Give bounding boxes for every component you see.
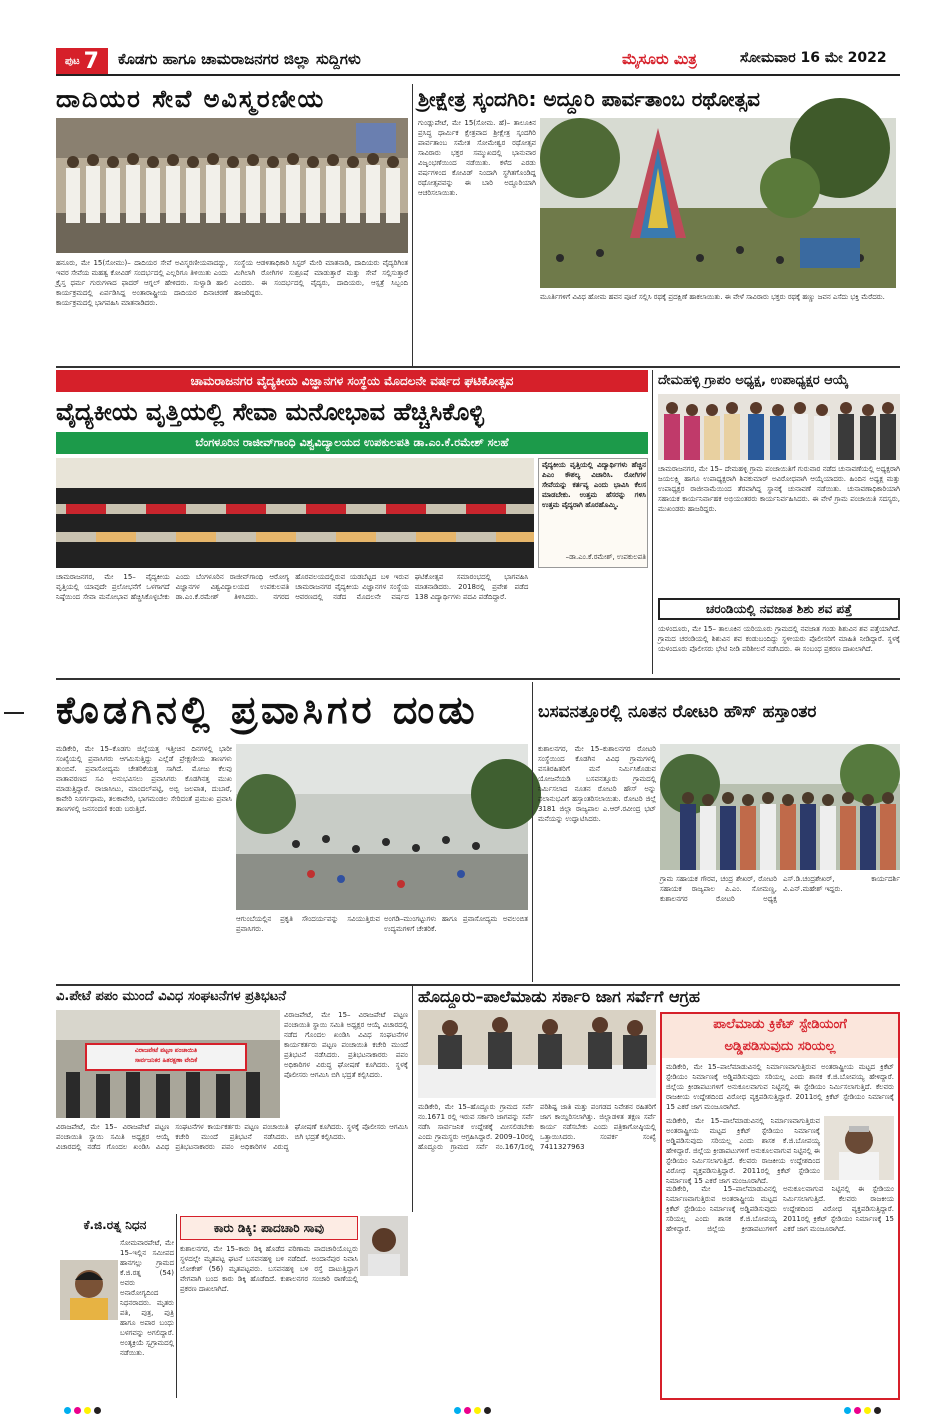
story3-quote: ವೈದ್ಯಕೀಯ ವೃತ್ತಿಯಲ್ಲಿ ವಿದ್ಯಾರ್ಥಿಗಳು ಹೆಚ್ಚಿನ ಪಿಎಂ ಕೌಶಲ್ಯ ವಿಚಾರಿಸಿ. ರೋಗಿಗಳ ಸೇವೆಯನ್ನು ಕರ್ತವ್ಯ ಎಂದು ಭಾವಿಸಿ ಕೆಲಸ ಮಾಡಬೇಕು. ಉತ್ತಮ ಹೆಸರನ್ನು ಗಳಿಸಿ ಉತ್ತಮ ವೈದ್ಯರಾಗಿ ಹೊರಹೊಮ್ಮಿ. [542, 461, 646, 509]
story10-body-b: ಮಡಿಕೇರಿ, ಮೇ 15–ಪಾಲೆಮಾಡುವಿನಲ್ಲಿ ನಿರ್ಮಾಣವಾಗುತ್ತಿರುವ ಅಂತರಾಷ್ಟ್ರೀಯ ಮಟ್ಟದ ಕ್ರಿಕೆಟ್ ಸ್ಟೇಡಿಯಂ ನಿರ್ಮಾಣಕ್ಕೆ ಅಡ್ಡಿಪಡಿಸುವುದು ಸರಿಯಲ್ಲ ಎಂದು ಶಾಸಕ ಕೆ.ಜಿ.ಬೋಪಯ್ಯ ಹೇಳಿದ್ದಾರೆ. ಜಿಲ್ಲೆಯ ಕ್ರೀಡಾಪಟುಗಳಿಗೆ ಅನುಕೂಲವಾಗುವ ನಿಟ್ಟಿನಲ್ಲಿ ಈ ಸ್ಟೇಡಿಯಂ ನಿರ್ಮಿಸಲಾಗುತ್ತಿದೆ. ಕೆಲವರು ರಾಜಕೀಯ ಉದ್ದೇಶದಿಂದ ವಿರೋಧ ವ್ಯಕ್ತಪಡಿಸುತ್ತಿದ್ದಾರೆ. 2011ರಲ್ಲಿ ಕ್ರಿಕೆಟ್ ಸ್ಟೇಡಿಯಂ ನಿರ್ಮಾಣಕ್ಕೆ 15 ಎಕರೆ ಜಾಗ ಮಂಜೂರಾಗಿದೆ. [666, 1117, 820, 1185]
story7-body: ಕುಶಾಲನಗರ, ಮೇ 15–ಕುಶಾಲನಗರ ರೋಟರಿ ಸಂಸ್ಥೆಯಿಂದ ಕೊಡಗಿನ ವಿವಿಧ ಗ್ರಾಮಗಳಲ್ಲಿ ವಸತಿರಹಿತರಿಗೆ ಮನೆ ನಿರ್ಮಿಸಿಕೊಡುವ ಯೋಜನೆಯಡಿ ಬಸವನತ್ತೂರು ಗ್ರಾಮದಲ್ಲಿ ನಿರ್ಮಿಸಲಾದ ನೂತನ ರೋಟರಿ ಹೌಸ್ ಅನ್ನು ಫಲಾನುಭವಿಗೆ ಹಸ್ತಾಂತರಿಸಲಾಯಿತು. ರೋಟರಿ ಜಿಲ್ಲೆ 3181 ಜಿಲ್ಲಾ ರಾಜ್ಯಪಾಲ ಎ.ಆರ್.ರವೀಂದ್ರ ಭಟ್ ಮನೆಯನ್ನು ಉದ್ಘಾಟಿಸಿದರು. [538, 745, 656, 823]
story10-headline-2: ಅಡ್ಡಿಪಡಿಸುವುದು ಸರಿಯಲ್ಲ [724, 1039, 836, 1054]
story11-headline: ಕೆ.ಜಿ.ರತ್ನ ನಿಧನ [83, 1218, 147, 1232]
column-rule [412, 84, 413, 366]
story3-photo [56, 458, 534, 568]
story7-body-2: ಗ್ರಾಮ ಸಹಾಯಕ ಗೌರವ, ಚಂದ್ರ ಶೇಖರ್, ರೋಟರಿ ಸಹಾಯಕ ರಾಜ್ಯಪಾಲ ಪಿ.ಎಂ. ಸೋಮಣ್ಣ, ಕುಶಾಲನಗರ ರೋಟರಿ ಅಧ್ಯಕ್ಷ ಎಸ್.ಡಿ.ಚಂದ್ರಶೇಖರ್, ಕಾರ್ಯದರ್ಶಿ ವಿ.ಎನ್.ಮಹೇಶ್ ಇದ್ದರು. [660, 875, 900, 903]
story8-banner-2: ಸಾರ್ವಜನಿಕರ ಹಿತರಕ್ಷಣಾ ವೇದಿಕೆ [134, 1057, 198, 1064]
story5-body: ಯಳಂದೂರು, ಮೇ 15– ತಾಲೂಕಿನ ಯರಿಯೂರು ಗ್ರಾಮದಲ್ಲಿ ನವಜಾತ ಗಂಡು ಶಿಶುವಿನ ಶವ ಪತ್ತೆಯಾಗಿದೆ. ಗ್ರಾಮದ ಚರಂಡಿಯಲ್ಲಿ ಶಿಶುವಿನ ಶವ ಕಂಡುಬಂದಿದ್ದು ಸ್ಥಳೀಯರು ಪೊಲೀಸರಿಗೆ ಮಾಹಿತಿ ನೀಡಿದ್ದಾರೆ. ಸ್ಥಳಕ್ಕೆ ಯಳಂದೂರು ಪೊಲೀಸರು ಭೇಟಿ ನೀಡಿ ಪರಿಶೀಲನೆ ನಡೆಸಿದರು. ಈ ಸಂಬಂಧ ಪ್ರಕರಣ ದಾಖಲಾಗಿದೆ. [658, 625, 900, 653]
story2-body: ಗುಂಡ್ಲುಪೇಟೆ, ಮೇ 15(ಸೋಮ. ಹೆ)– ತಾಲೂಕಿನ ಪ್ರಸಿದ್ಧ ಧಾರ್ಮಿಕ ಕ್ಷೇತ್ರವಾದ ಶ್ರೀಕ್ಷೇತ್ರ ಸ್ಕಂದಗಿರಿ ಪಾರ್ವತಾಂಬ ಸಮೇತ ಸೋಮೇಶ್ವರ ರಥೋತ್ಸವ ಸಾವಿರಾರು ಭಕ್ತರ ಸಮ್ಮುಖದಲ್ಲಿ ಭಾನುವಾರ ವಿಜೃಂಭಣೆಯಿಂದ ನಡೆಯಿತು. ಕಳೆದ ಎರಡು ವರ್ಷಗಳಿಂದ ಕೋವಿಡ್ ನಿಂದಾಗಿ ಸ್ಥಗಿತಗೊಂಡಿದ್ದ ರಥೋತ್ಸವವನ್ನು ಈ ಬಾರಿ ಅದ್ದೂರಿಯಾಗಿ ಆಚರಿಸಲಾಯಿತು. [418, 119, 536, 197]
row-rule [56, 366, 900, 368]
column-rule [532, 682, 533, 982]
story2-caption: ಮೂರ್ತಿಗಳಿಗೆ ವಿವಿಧ ಹೋಮ ಹವನ ಪೂಜೆ ಸಲ್ಲಿಸಿ ರಥಕ್ಕೆ ಪ್ರದಕ್ಷಿಣೆ ಹಾಕಲಾಯಿತು. ಈ ವೇಳೆ ಸಾವಿರಾರು ಭಕ್ತರು ರಥಕ್ಕೆ ಹಣ್ಣು ಜವನ ಎಸೆದು ಭಕ್ತಿ ಮೆರೆದರು. [540, 293, 885, 301]
story3-quote-by: –ಡಾ.ಎಂ.ಕೆ.ರಮೇಶ್, ಉಪಕುಲಪತಿ [565, 553, 646, 561]
story1-headline: ದಾದಿಯರ ಸೇವೆ ಅವಿಸ್ಮರಣೀಯ [56, 85, 326, 113]
story10-headline-1: ಪಾಲೆಮಾಡು ಕ್ರಿಕೆಟ್ ಸ್ಟೇಡಿಯಂಗೆ [713, 1017, 847, 1032]
register-mark-left [4, 712, 24, 714]
row-rule [56, 678, 900, 680]
page-number: 7 [83, 48, 99, 74]
story8-body-cont: ವಿರಾಜಪೇಟೆ, ಮೇ 15– ವಿರಾಜಪೇಟೆ ಪಟ್ಟಣ ಪಂಚಾಯಿತಿ ಸ್ಥಾಯಿ ಸಮಿತಿ ಅಧ್ಯಕ್ಷರ ಆಯ್ಕೆ ವಿಚಾರದಲ್ಲಿ ನಡೆದ ಗೊಂದಲ ಖಂಡಿಸಿ ವಿವಿಧ ಸಂಘಟನೆಗಳ ಕಾರ್ಯಕರ್ತರು ಪಟ್ಟಣ ಪಂಚಾಯಿತಿ ಕಚೇರಿ ಮುಂದೆ ಪ್ರತಿಭಟನೆ ನಡೆಸಿದರು. ಪ್ರತಿಭಟನಾಕಾರರು ಪಪಂ ಅಧಿಕಾರಿಗಳ ವಿರುದ್ಧ ಘೋಷಣೆ ಕೂಗಿದರು. ಸ್ಥಳಕ್ಕೆ ಪೊಲೀಸರು ಆಗಮಿಸಿ ಬಿಗಿ ಭದ್ರತೆ ಕಲ್ಪಿಸಿದರು. [56, 1123, 408, 1151]
story9-headline: ಹೊದ್ದೂರು–ಪಾಲೆಮಾಡು ಸರ್ಕಾರಿ ಜಾಗ ಸರ್ವೆಗೆ ಆಗ್ರಹ [418, 987, 700, 1006]
story6-photo [236, 744, 528, 910]
story3-headline: ವೈದ್ಯಕೀಯ ವೃತ್ತಿಯಲ್ಲಿ ಸೇವಾ ಮನೋಭಾವ ಹೆಚ್ಚಿಸಿಕೊಳ್ಳಿ [56, 398, 484, 426]
story9-body: ಮಡಿಕೇರಿ, ಮೇ 15–ಹೊದ್ದೂರು ಗ್ರಾಮದ ಸರ್ವೆ ನಂ.1671 ರಲ್ಲಿ ಇರುವ ಸರ್ಕಾರಿ ಜಾಗವನ್ನು ಸರ್ವೆ ನಡೆಸಿ ಸಾರ್ವಜನಿಕ ಉದ್ದೇಶಕ್ಕೆ ಮೀಸಲಿಡಬೇಕು ಎಂದು ಗ್ರಾಮಸ್ಥರು ಆಗ್ರಹಿಸಿದ್ದಾರೆ. 2009–10ರಲ್ಲಿ ಹೊದ್ದೂರು ಗ್ರಾಮದ ಸರ್ವೆ ನಂ.167/1ರಲ್ಲಿ ಪರಿಶಿಷ್ಟ ಜಾತಿ ಮತ್ತು ಪಂಗಡದ ನಿವೇಶನ ರಹಿತರಿಗೆ ಜಾಗ ಕಾಯ್ದಿರಿಸಲಾಗಿತ್ತು. ಜಿಲ್ಲಾಡಳಿತ ತಕ್ಷಣ ಸರ್ವೆ ಕಾರ್ಯ ನಡೆಸಬೇಕು ಎಂದು ಪತ್ರಿಕಾಗೋಷ್ಠಿಯಲ್ಲಿ ಒತ್ತಾಯಿಸಿದರು. ಸಂಪರ್ಕ ಸಂಖ್ಯೆ 7411327963 [418, 1103, 656, 1151]
story3-subhead: ಬೆಂಗಳೂರಿನ ರಾಜೀವ್‌ಗಾಂಧಿ ವಿಶ್ವವಿದ್ಯಾಲಯದ ಉಪಕುಲಪತಿ ಡಾ.ಎಂ.ಕೆ.ರಮೇಶ್ ಸಲಹೆ [56, 432, 648, 454]
brand-name: ಮೈಸೂರು ಮಿತ್ರ [622, 50, 697, 68]
story7-headline: ಬಸವನತ್ತೂರಲ್ಲಿ ನೂತನ ರೋಟರಿ ಹೌಸ್ ಹಸ್ತಾಂತರ [538, 702, 817, 722]
column-rule [652, 370, 653, 674]
story11-body: ಸೋಮವಾರಪೇಟೆ, ಮೇ 15–ಇಲ್ಲಿನ ಸಮೀಪದ ಹಾನಗಲ್ಲು ಗ್ರಾಮದ ಕೆ.ಜಿ.ರತ್ನ (54) ಅವರು ಅನಾರೋಗ್ಯದಿಂದ ನಿಧನರಾದರು. ಮೃತರು ಪತಿ, ಪುತ್ರ, ಪುತ್ರಿ ಹಾಗೂ ಅಪಾರ ಬಂಧು ಬಳಗವನ್ನು ಅಗಲಿದ್ದಾರೆ. ಅಂತ್ಯಕ್ರಿಯೆ ಸ್ವಗ್ರಾಮದಲ್ಲಿ ನಡೆಯಿತು. [120, 1239, 174, 1357]
story2-headline: ಶ್ರೀಕ್ಷೇತ್ರ ಸ್ಕಂದಗಿರಿ: ಅದ್ದೂರಿ ಪಾರ್ವತಾಂಬ ರಥೋತ್ಸವ [418, 87, 760, 111]
story6-headline: ಕೊಡಗಿನಲ್ಲಿ ಪ್ರವಾಸಿಗರ ದಂಡು [56, 688, 479, 732]
story1-body-b: ಸಂಸ್ಥೆಯ ಆಡಳಿತಾಧಿಕಾರಿ ಸಿಸ್ಟರ್ ಮೇರಿ ಮಾತನಾಡಿ, ದಾದಿಯರು ವೈದ್ಯರಿಗಿಂತ ಮಿಗಿಲಾಗಿ ರೋಗಿಗಳ ಸುಶ್ರೂಷೆ ಮಾಡುತ್ತಾರೆ ಮತ್ತು ಸೇವೆ ಸಲ್ಲಿಸುತ್ತಾರೆ ಎಂದರು. ಈ ಸಂದರ್ಭದಲ್ಲಿ ವೈದ್ಯರು, ದಾದಿಯರು, ಆಸ್ಪತ್ರೆ ಸಿಬ್ಬಂದಿ ಹಾಜರಿದ್ದರು. [234, 259, 408, 297]
section-title: ಕೊಡಗು ಹಾಗೂ ಚಾಮರಾಜನಗರ ಜಿಲ್ಲಾ ಸುದ್ದಿಗಳು [118, 50, 361, 68]
story1-body-a: ಹನೂರು, ಮೇ 15(ಸೋಮು)– ದಾದಿಯರ ಸೇವೆ ಅವಿಸ್ಮರಣೀಯವಾದದ್ದು, ಇವರ ಸೇವೆಯ ಮಹತ್ವ ಕೋವಿಡ್ ಸಂದರ್ಭದಲ್ಲಿ ಎಲ್ಲರಿಗೂ ತಿಳಿಯಿತು ಎಂದು ಕ್ರೈಸ್ತ ಧರ್ಮ ಗುರುಗಳಾದ ಫಾದರ್ ಆಗ್ನಲ್ ಹೇಳಿದರು. ಸುಳ್ವಾಡಿ ಹಾಲಿ ಕಾರ್ಯಕ್ರಮದಲ್ಲಿ ಏರ್ಪಡಿಸಿದ್ದ ಅಂತಾರಾಷ್ಟ್ರೀಯ ದಾದಿಯರ ದಿನಾಚರಣೆ ಕಾರ್ಯಕ್ರಮದಲ್ಲಿ ಭಾಗವಹಿಸಿ ಮಾತನಾಡಿದರು. [56, 259, 228, 307]
column-rule [412, 986, 413, 1212]
story12-photo [360, 1216, 408, 1276]
story8-banner-1: ವಿರಾಜಪೇಟೆ ಪಟ್ಟಣ ಪಂಚಾಯಿತಿ [134, 1047, 198, 1054]
page-badge [56, 48, 108, 74]
story10-body: ಮಡಿಕೇರಿ, ಮೇ 15–ಪಾಲೆಮಾಡುವಿನಲ್ಲಿ ನಿರ್ಮಾಣವಾಗುತ್ತಿರುವ ಅಂತರಾಷ್ಟ್ರೀಯ ಮಟ್ಟದ ಕ್ರಿಕೆಟ್ ಸ್ಟೇಡಿಯಂ ನಿರ್ಮಾಣಕ್ಕೆ ಅಡ್ಡಿಪಡಿಸುವುದು ಸರಿಯಲ್ಲ ಎಂದು ಶಾಸಕ ಕೆ.ಜಿ.ಬೋಪಯ್ಯ ಹೇಳಿದ್ದಾರೆ. ಜಿಲ್ಲೆಯ ಕ್ರೀಡಾಪಟುಗಳಿಗೆ ಅನುಕೂಲವಾಗುವ ನಿಟ್ಟಿನಲ್ಲಿ ಈ ಸ್ಟೇಡಿಯಂ ನಿರ್ಮಿಸಲಾಗುತ್ತಿದೆ. ಕೆಲವರು ರಾಜಕೀಯ ಉದ್ದೇಶದಿಂದ ವಿರೋಧ ವ್ಯಕ್ತಪಡಿಸುತ್ತಿದ್ದಾರೆ. 2011ರಲ್ಲಿ ಕ್ರಿಕೆಟ್ ಸ್ಟೇಡಿಯಂ ನಿರ್ಮಾಣಕ್ಕೆ 15 ಎಕರೆ ಜಾಗ ಮಂಜೂರಾಗಿದೆ. [666, 1063, 894, 1111]
story1-photo [56, 118, 408, 253]
story6-body: ಮಡಿಕೇರಿ, ಮೇ 15–ಕೊಡಗು ಜಿಲ್ಲೆಯತ್ತ ಇತ್ತೀಚಿನ ದಿನಗಳಲ್ಲಿ ಭಾರೀ ಸಂಖ್ಯೆಯಲ್ಲಿ ಪ್ರವಾಸಿಗರು ಆಗಮಿಸುತ್ತಿದ್ದು ಎಲ್ಲೆಡೆ ಪ್ರೇಕ್ಷಣೀಯ ತಾಣಗಳು ತುಂಬಿವೆ. ಪ್ರವಾಸೋದ್ಯಮ ಚೇತರಿಕೆಯತ್ತ ಸಾಗಿದೆ. ಮೋಜು ಕೆಲವು ವಾತಾವರಣದ ಸವಿ ಅನುಭವಿಸಲು ಪ್ರವಾಸಿಗರು ಕೊಡಗಿನತ್ತ ಮುಖ ಮಾಡುತ್ತಿದ್ದಾರೆ. ರಾಜಾಸೀಟು, ಮಾಂದಲ್‌ಪಟ್ಟಿ, ಅಬ್ಬಿ ಜಲಪಾತ, ದುಬಾರೆ, ಕಾವೇರಿ ನಿಸರ್ಗಧಾಮ, ತಲಕಾವೇರಿ, ಭಾಗಮಂಡಲ ಸೇರಿದಂತೆ ಪ್ರಮುಖ ಪ್ರವಾಸಿ ತಾಣಗಳಲ್ಲಿ ಜನಸಂದಣಿ ಕಂಡು ಬರುತ್ತಿದೆ. [56, 745, 232, 813]
page-label: ಪುಟ [65, 55, 80, 67]
story6-caption-a: ಆಗುಂಬೆಯಲ್ಲಿನ ಪ್ರಕೃತಿ ಸೌಂದರ್ಯವನ್ನು ಸವಿಯುತ್ತಿರುವ ಪ್ರವಾಸಿಗರು. [236, 915, 380, 933]
story10-photo [824, 1116, 894, 1180]
story10-body-c: ಮಡಿಕೇರಿ, ಮೇ 15–ಪಾಲೆಮಾಡುವಿನಲ್ಲಿ ನಿರ್ಮಾಣವಾಗುತ್ತಿರುವ ಅಂತರಾಷ್ಟ್ರೀಯ ಮಟ್ಟದ ಕ್ರಿಕೆಟ್ ಸ್ಟೇಡಿಯಂ ನಿರ್ಮಾಣಕ್ಕೆ ಅಡ್ಡಿಪಡಿಸುವುದು ಸರಿಯಲ್ಲ ಎಂದು ಶಾಸಕ ಕೆ.ಜಿ.ಬೋಪಯ್ಯ ಹೇಳಿದ್ದಾರೆ. ಜಿಲ್ಲೆಯ ಕ್ರೀಡಾಪಟುಗಳಿಗೆ ಅನುಕೂಲವಾಗುವ ನಿಟ್ಟಿನಲ್ಲಿ ಈ ಸ್ಟೇಡಿಯಂ ನಿರ್ಮಿಸಲಾಗುತ್ತಿದೆ. ಕೆಲವರು ರಾಜಕೀಯ ಉದ್ದೇಶದಿಂದ ವಿರೋಧ ವ್ಯಕ್ತಪಡಿಸುತ್ತಿದ್ದಾರೆ. 2011ರಲ್ಲಿ ಕ್ರಿಕೆಟ್ ಸ್ಟೇಡಿಯಂ ನಿರ್ಮಾಣಕ್ಕೆ 15 ಎಕರೆ ಜಾಗ ಮಂಜೂರಾಗಿದೆ. [666, 1185, 894, 1233]
story5-headline: ಚರಂಡಿಯಲ್ಲಿ ನವಜಾತ ಶಿಶು ಶವ ಪತ್ತೆ [658, 598, 900, 620]
story11-photo [60, 1260, 118, 1320]
story12-headline: ಕಾರು ಡಿಕ್ಕಿ: ಪಾದಚಾರಿ ಸಾವು [213, 1221, 325, 1235]
story9-photo [418, 1010, 656, 1098]
story4-photo [658, 394, 900, 460]
story4-body: ಚಾಮರಾಜನಗರ, ಮೇ 15– ದೇಮಹಳ್ಳಿ ಗ್ರಾಮ ಪಂಚಾಯಿತಿಗೆ ಗುರುವಾರ ನಡೆದ ಚುನಾವಣೆಯಲ್ಲಿ ಅಧ್ಯಕ್ಷರಾಗಿ ಜಯಲಕ್ಷ್ಮಿ ಹಾಗೂ ಉಪಾಧ್ಯಕ್ಷರಾಗಿ ಶಿವಕುಮಾರ್ ಅವಿರೋಧವಾಗಿ ಆಯ್ಕೆಯಾದರು. ಹಿಂದಿನ ಅಧ್ಯಕ್ಷ ಮತ್ತು ಉಪಾಧ್ಯಕ್ಷರ ರಾಜೀನಾಮೆಯಿಂದ ತೆರವಾಗಿದ್ದ ಸ್ಥಾನಕ್ಕೆ ಚುನಾವಣೆ ನಡೆಯಿತು. ಚುನಾವಣಾಧಿಕಾರಿಯಾಗಿ ಸಹಾಯಕ ಕಾರ್ಯನಿರ್ವಾಹಕ ಅಭಿಯಂತರರು ಕಾರ್ಯನಿರ್ವಹಿಸಿದರು. ಈ ವೇಳೆ ಗ್ರಾಮ ಪಂಚಾಯಿತಿ ಸದಸ್ಯರು, ಮುಖಂಡರು ಹಾಜರಿದ್ದರು. [658, 465, 900, 513]
issue-date: ಸೋಮವಾರ 16 ಮೇ 2022 [740, 50, 887, 66]
story4-headline: ದೇಮಹಳ್ಳಿ ಗ್ರಾಪಂ ಅಧ್ಯಕ್ಷ, ಉಪಾಧ್ಯಕ್ಷರ ಆಯ್ಕೆ [658, 373, 849, 388]
story2-photo [540, 118, 896, 288]
story8-body: ವಿರಾಜಪೇಟೆ, ಮೇ 15– ವಿರಾಜಪೇಟೆ ಪಟ್ಟಣ ಪಂಚಾಯಿತಿ ಸ್ಥಾಯಿ ಸಮಿತಿ ಅಧ್ಯಕ್ಷರ ಆಯ್ಕೆ ವಿಚಾರದಲ್ಲಿ ನಡೆದ ಗೊಂದಲ ಖಂಡಿಸಿ ವಿವಿಧ ಸಂಘಟನೆಗಳ ಕಾರ್ಯಕರ್ತರು ಪಟ್ಟಣ ಪಂಚಾಯಿತಿ ಕಚೇರಿ ಮುಂದೆ ಪ್ರತಿಭಟನೆ ನಡೆಸಿದರು. ಪ್ರತಿಭಟನಾಕಾರರು ಪಪಂ ಅಧಿಕಾರಿಗಳ ವಿರುದ್ಧ ಘೋಷಣೆ ಕೂಗಿದರು. ಸ್ಥಳಕ್ಕೆ ಪೊಲೀಸರು ಆಗಮಿಸಿ ಬಿಗಿ ಭದ್ರತೆ ಕಲ್ಪಿಸಿದರು. [284, 1011, 408, 1079]
story6-caption-b: ಅಂಗಡಿ–ಮುಂಗಟ್ಟುಗಳು ಹಾಗೂ ಪ್ರವಾಸೋದ್ಯಮ ಅವಲಂಬಿತ ಉದ್ಯಮಗಳಿಗೆ ಚೇತರಿಕೆ. [384, 915, 528, 933]
column-rule [176, 1214, 177, 1398]
story3-kicker: ಚಾಮರಾಜನಗರ ವೈದ್ಯಕೀಯ ವಿಜ್ಞಾನಗಳ ಸಂಸ್ಥೆಯ ಮೊದಲನೇ ವರ್ಷದ ಘಟಿಕೋತ್ಸವ [56, 370, 648, 392]
color-calibration-bar [0, 1403, 945, 1424]
story3-body: ಚಾಮರಾಜನಗರ, ಮೇ 15– ವೈದ್ಯಕೀಯ ವೃತ್ತಿಯಲ್ಲಿ ಯಾವುದೇ ಪ್ರಲೋಭನೆಗೆ ಒಳಗಾಗದೆ ನಿಷ್ಠೆಯಿಂದ ಸೇವಾ ಮನೋಭಾವ ಹೆಚ್ಚಿಸಿಕೊಳ್ಳಬೇಕು ಎಂದು ಬೆಂಗಳೂರಿನ ರಾಜೀವ್‌ಗಾಂಧಿ ಆರೋಗ್ಯ ವಿಜ್ಞಾನಗಳ ವಿಶ್ವವಿದ್ಯಾಲಯದ ಉಪಕುಲಪತಿ ಡಾ.ಎಂ.ಕೆ.ರಮೇಶ್ ತಿಳಿಸಿದರು. ನಗರದ ಹೊರವಲಯದಲ್ಲಿರುವ ಯಡಬೆಟ್ಟದ ಬಳಿ ಇರುವ ಚಾಮರಾಜನಗರ ವೈದ್ಯಕೀಯ ವಿಜ್ಞಾನಗಳ ಸಂಸ್ಥೆಯ ಆವರಣದಲ್ಲಿ ನಡೆದ ಮೊದಲನೇ ವರ್ಷದ ಘಟಿಕೋತ್ಸವ ಸಮಾರಂಭದಲ್ಲಿ ಭಾಗವಹಿಸಿ ಮಾತನಾಡಿದರು. 2018ರಲ್ಲಿ ಪ್ರವೇಶ ಪಡೆದ 138 ವಿದ್ಯಾರ್ಥಿಗಳು ಪದವಿ ಪಡೆದಿದ್ದಾರೆ. [56, 573, 529, 601]
story7-photo [660, 744, 900, 870]
story8-headline: ವಿ.ಪೇಟೆ ಪಪಂ ಮುಂದೆ ವಿವಿಧ ಸಂಘಟನೆಗಳ ಪ್ರತಿಭಟನೆ [56, 989, 287, 1004]
story12-body: ಕುಶಾಲನಗರ, ಮೇ 15–ಕಾರು ಡಿಕ್ಕಿ ಹೊಡೆದ ಪರಿಣಾಮ ಪಾದಚಾರಿಯೊಬ್ಬರು ಸ್ಥಳದಲ್ಲೇ ಮೃತಪಟ್ಟ ಘಟನೆ ಬಸವನಹಳ್ಳಿ ಬಳಿ ನಡೆದಿದೆ. ಅಂದಾನೆಪುರ ನಿವಾಸಿ ಲೋಕೇಶ್ (56) ಮೃತಪಟ್ಟವರು. ಬಸವನಹಳ್ಳಿ ಬಳಿ ರಸ್ತೆ ದಾಟುತ್ತಿದ್ದಾಗ ವೇಗವಾಗಿ ಬಂದ ಕಾರು ಡಿಕ್ಕಿ ಹೊಡೆದಿದೆ. ಕುಶಾಲನಗರ ಸಂಚಾರಿ ಠಾಣೆಯಲ್ಲಿ ಪ್ರಕರಣ ದಾಖಲಾಗಿದೆ. [180, 1245, 358, 1293]
